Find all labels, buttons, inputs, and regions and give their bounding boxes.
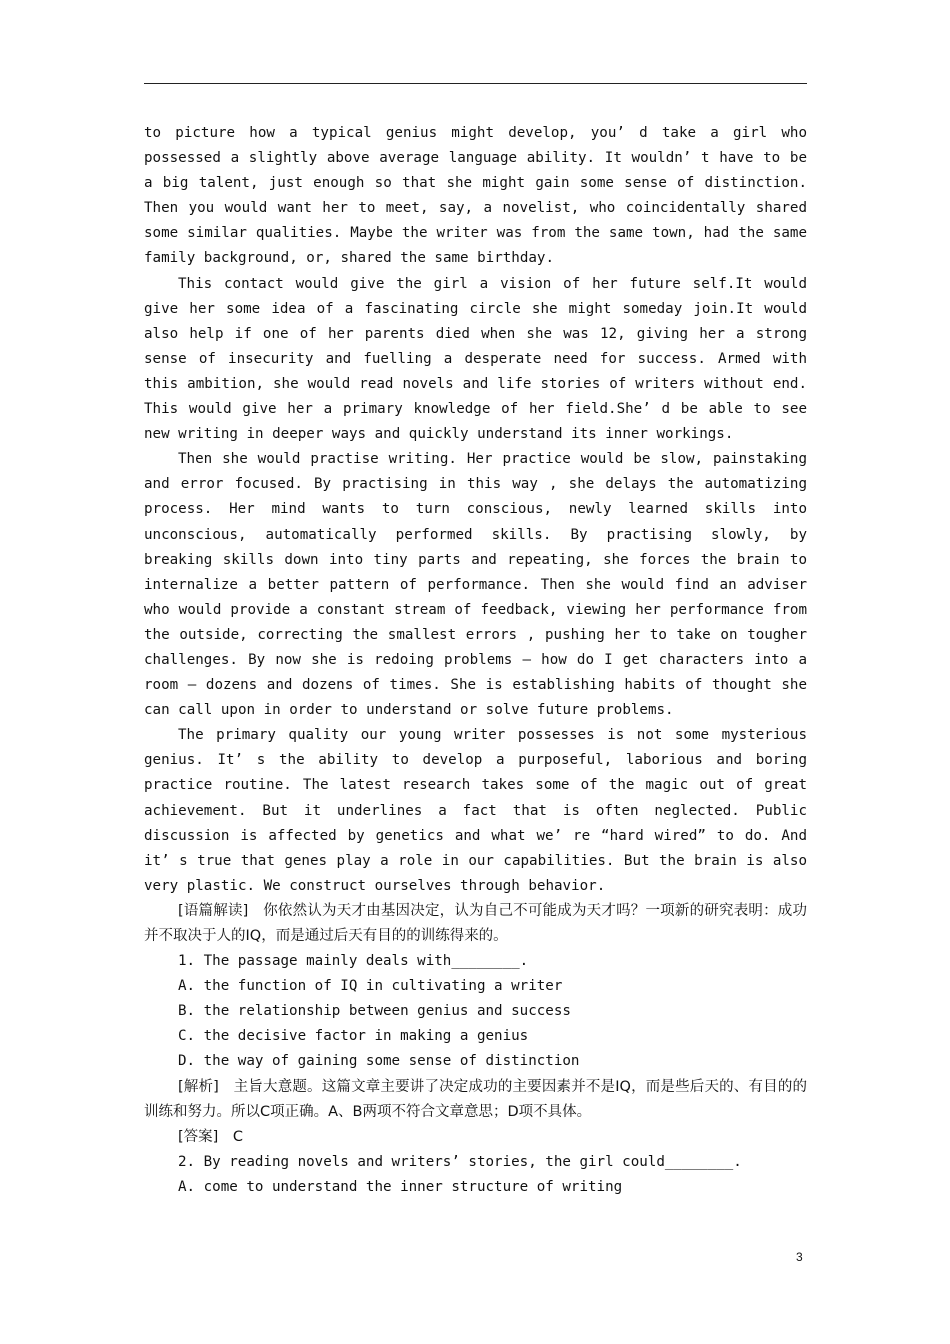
question-1-analysis: [解析] 主旨大意题。这篇文章主要讲了决定成功的主要因素并不是IQ，而是些后天的、有目的的训练和努力。所以C项正确。A、B两项不符合文章意思；D项不具体。 [144, 1078, 807, 1120]
question-1-option-c: C. the decisive factor in making a genius [178, 1028, 529, 1045]
page-number: 3 [796, 1250, 803, 1264]
passage-paragraph: to picture how a typical genius might develop, you’ d take a girl who possessed a slightly above average language ability. It wouldn’ t have to be a big talent, just enough so that she might gain some sense of distinction. Then you would want her to meet, say, a novelist, who coincidentally shared some similar qualities. Maybe the writer was from the same town, had the same family background, or, shared the same birthday. [144, 125, 807, 267]
question-1-stem: 1. The passage mainly deals with________. [178, 953, 529, 970]
header-rule [144, 83, 807, 84]
passage-paragraph: The primary quality our young writer possesses is not some mysterious genius. It’ s the ability to develop a purposeful, laborious and boring practice routine. The latest research takes some of the magic out of great achievement. But it underlines a fact that is often neglected. Public discussion is affected by genetics and what we’ re “hard wired” to do. And it’ s true that genes play a role in our capabilities. But the brain is also very plastic. We construct ourselves through behavior. [144, 727, 807, 894]
page-content [144, 121, 807, 1200]
question-2-stem: 2. By reading novels and writers’ stories, the girl could________. [178, 1153, 742, 1170]
question-1-option-b: B. the relationship between genius and success [178, 1003, 571, 1020]
passage-paragraph: Then she would practise writing. Her practice would be slow, painstaking and error focused. By practising in this way , she delays the automatizing process. Her mind wants to turn conscious, newly learned skills into unconscious, automatically performed skills. By practising slowly, by breaking skills down into tiny parts and repeating, she forces the brain to internalize a better pattern of performance. Then she would find an adviser who would provide a constant stream of feedback, viewing her performance from the outside, correcting the smallest errors , pushing her to take on tougher challenges. By now she is redoing problems — how do I get characters into a room — dozens and dozens of times. She is establishing habits of thought she can call upon in order to understand or solve future problems. [144, 451, 807, 719]
question-1-option-a: A. the function of IQ in cultivating a writer [178, 978, 563, 995]
question-1-option-d: D. the way of gaining some sense of distinction [178, 1053, 580, 1070]
reading-note: [语篇解读] 你依然认为天才由基因决定，认为自己不可能成为天才吗？一项新的研究表明：成功并不取决于人的IQ，而是通过后天有目的的训练得来的。 [144, 902, 807, 944]
question-1-answer: [答案] C [178, 1128, 243, 1145]
passage-paragraph: This contact would give the girl a vision of her future self.It would give her some idea of a fascinating circle she might someday join.It would also help if one of her parents died when she was 12, giving her a strong sense of insecurity and fuelling a desperate need for success. Armed with this ambition, she would read novels and life stories of writers without end. This would give her a primary knowledge of her field.She’ d be able to see new writing in deeper ways and quickly understand its inner workings. [144, 275, 807, 443]
question-2-option-a: A. come to understand the inner structure of writing [178, 1178, 623, 1195]
